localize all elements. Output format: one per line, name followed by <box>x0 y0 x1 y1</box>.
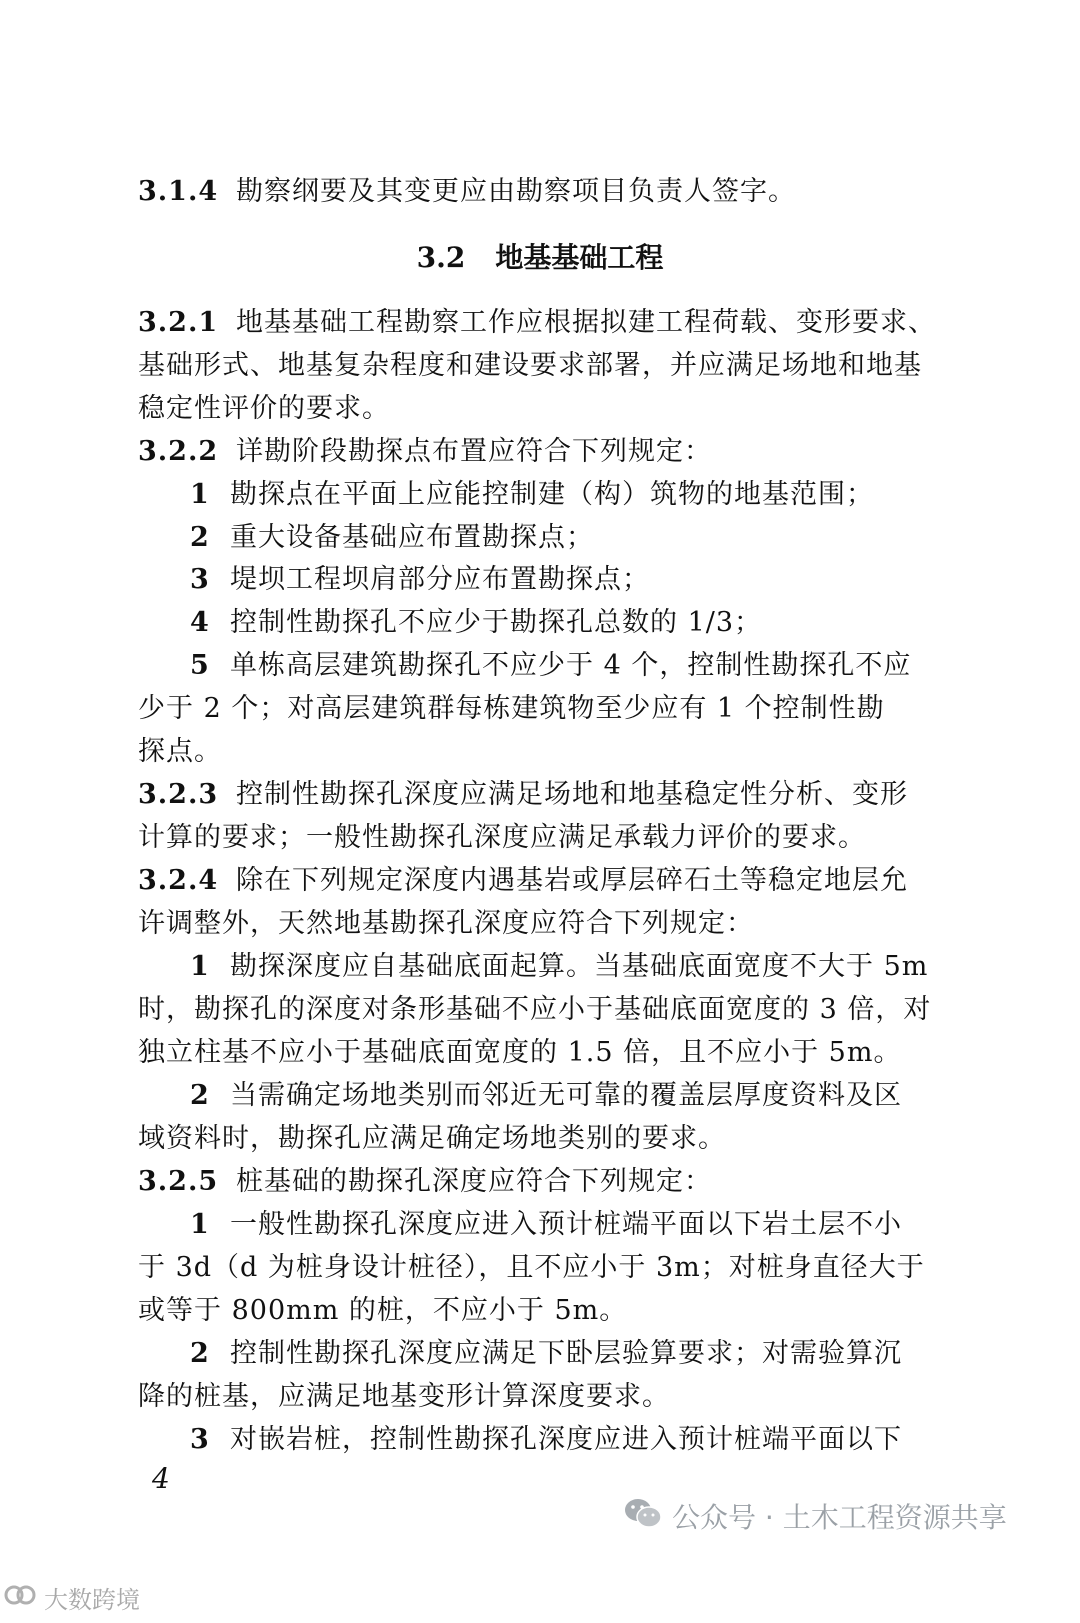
clause-number: 3.2.5 <box>138 1166 219 1197</box>
watermark-text: 公众号 · 土木工程资源共享 <box>672 1501 1007 1534</box>
item-continuation: 时，勘探孔的深度对条形基础不应小于基础底面宽度的 3 倍，对 <box>138 994 932 1025</box>
clause-3-2-4 <box>138 863 908 899</box>
item-number: 5 <box>190 650 210 681</box>
item-number: 2 <box>190 1080 210 1111</box>
item-number: 1 <box>190 479 210 510</box>
page-number: 4 <box>152 1462 170 1495</box>
watermark-text: 大数跨境 <box>44 1586 140 1614</box>
item-number: 2 <box>190 1338 210 1369</box>
item-number: 3 <box>190 564 210 595</box>
item-text: 单栋高层建筑勘探孔不应少于 4 个，控制性勘探孔不应 <box>230 650 912 681</box>
list-item <box>190 562 650 598</box>
clause-text: 控制性勘探孔深度应满足场地和地基稳定性分析、变形 <box>236 779 908 810</box>
item-continuation: 少于 2 个；对高层建筑群每栋建筑物至少应有 1 个控制性勘 <box>138 693 885 724</box>
section-heading <box>0 240 1080 276</box>
clause-text: 除在下列规定深度内遇基岩或厚层碎石土等稳定地层允 <box>236 865 908 896</box>
item-text: 重大设备基础应布置勘探点； <box>230 522 594 553</box>
item-text: 当需确定场地类别而邻近无可靠的覆盖层厚度资料及区 <box>230 1080 902 1111</box>
clause-text: 勘察纲要及其变更应由勘察项目负责人签字。 <box>236 176 796 207</box>
item-number: 1 <box>190 951 210 982</box>
item-continuation: 探点。 <box>138 736 222 767</box>
clause-3-2-2 <box>138 434 712 470</box>
list-item <box>190 520 594 556</box>
clause-text: 详勘阶段勘探点布置应符合下列规定： <box>236 436 712 467</box>
list-item <box>190 1336 902 1372</box>
list-item <box>190 648 911 684</box>
list-item <box>190 1207 902 1243</box>
item-text: 勘探点在平面上应能控制建（构）筑物的地基范围； <box>230 479 874 510</box>
clause-3-2-3 <box>138 777 908 813</box>
clause-number: 3.1.4 <box>138 176 219 207</box>
item-number: 2 <box>190 522 210 553</box>
wechat-icon <box>624 1497 662 1536</box>
item-text: 勘探深度应自基础底面起算。当基础底面宽度不大于 5m <box>230 951 929 982</box>
item-text: 控制性勘探孔不应少于勘探孔总数的 1/3； <box>230 607 763 638</box>
item-text: 控制性勘探孔深度应满足下卧层验算要求；对需验算沉 <box>230 1338 902 1369</box>
clause-number: 3.2.2 <box>138 436 219 467</box>
clause-continuation: 计算的要求；一般性勘探孔深度应满足承载力评价的要求。 <box>138 822 866 853</box>
item-number: 4 <box>190 607 210 638</box>
clause-number: 3.2.4 <box>138 865 219 896</box>
clause-3-2-5 <box>138 1164 712 1200</box>
list-item <box>190 949 928 985</box>
item-number: 1 <box>190 1209 210 1240</box>
clause-continuation: 许调整外，天然地基勘探孔深度应符合下列规定： <box>138 908 754 939</box>
brand-logo-icon <box>4 1581 38 1615</box>
item-continuation: 于 3d（d 为桩身设计桩径），且不应小于 3m；对桩身直径大于 <box>138 1252 925 1283</box>
item-text: 对嵌岩桩，控制性勘探孔深度应进入预计桩端平面以下 <box>230 1424 902 1455</box>
clause-number: 3.2.1 <box>138 307 219 338</box>
item-text: 堤坝工程坝肩部分应布置勘探点； <box>230 564 650 595</box>
clause-continuation: 基础形式、地基复杂程度和建设要求部署，并应满足场地和地基 <box>138 350 922 381</box>
list-item <box>190 1078 902 1114</box>
item-text: 一般性勘探孔深度应进入预计桩端平面以下岩土层不小 <box>230 1209 902 1240</box>
item-number: 3 <box>190 1424 210 1455</box>
item-continuation: 或等于 800mm 的桩，不应小于 5m。 <box>138 1295 628 1326</box>
clause-continuation: 稳定性评价的要求。 <box>138 393 390 424</box>
clause-3-1-4 <box>138 174 796 210</box>
item-continuation: 独立柱基不应小于基础底面宽度的 1.5 倍，且不应小于 5m。 <box>138 1037 902 1068</box>
section-title: 地基基础工程 <box>495 241 664 274</box>
list-item <box>190 477 874 513</box>
item-continuation: 域资料时，勘探孔应满足确定场地类别的要求。 <box>138 1123 726 1154</box>
clause-text: 地基基础工程勘察工作应根据拟建工程荷载、变形要求、 <box>236 307 936 338</box>
clause-text: 桩基础的勘探孔深度应符合下列规定： <box>236 1166 712 1197</box>
clause-number: 3.2.3 <box>138 779 219 810</box>
list-item <box>190 1422 902 1458</box>
list-item <box>190 605 762 641</box>
watermark-wechat <box>624 1496 1007 1536</box>
clause-3-2-1 <box>138 305 936 341</box>
item-continuation: 降的桩基，应满足地基变形计算深度要求。 <box>138 1381 670 1412</box>
watermark-brand <box>4 1580 140 1615</box>
section-number: 3.2 <box>416 241 466 274</box>
